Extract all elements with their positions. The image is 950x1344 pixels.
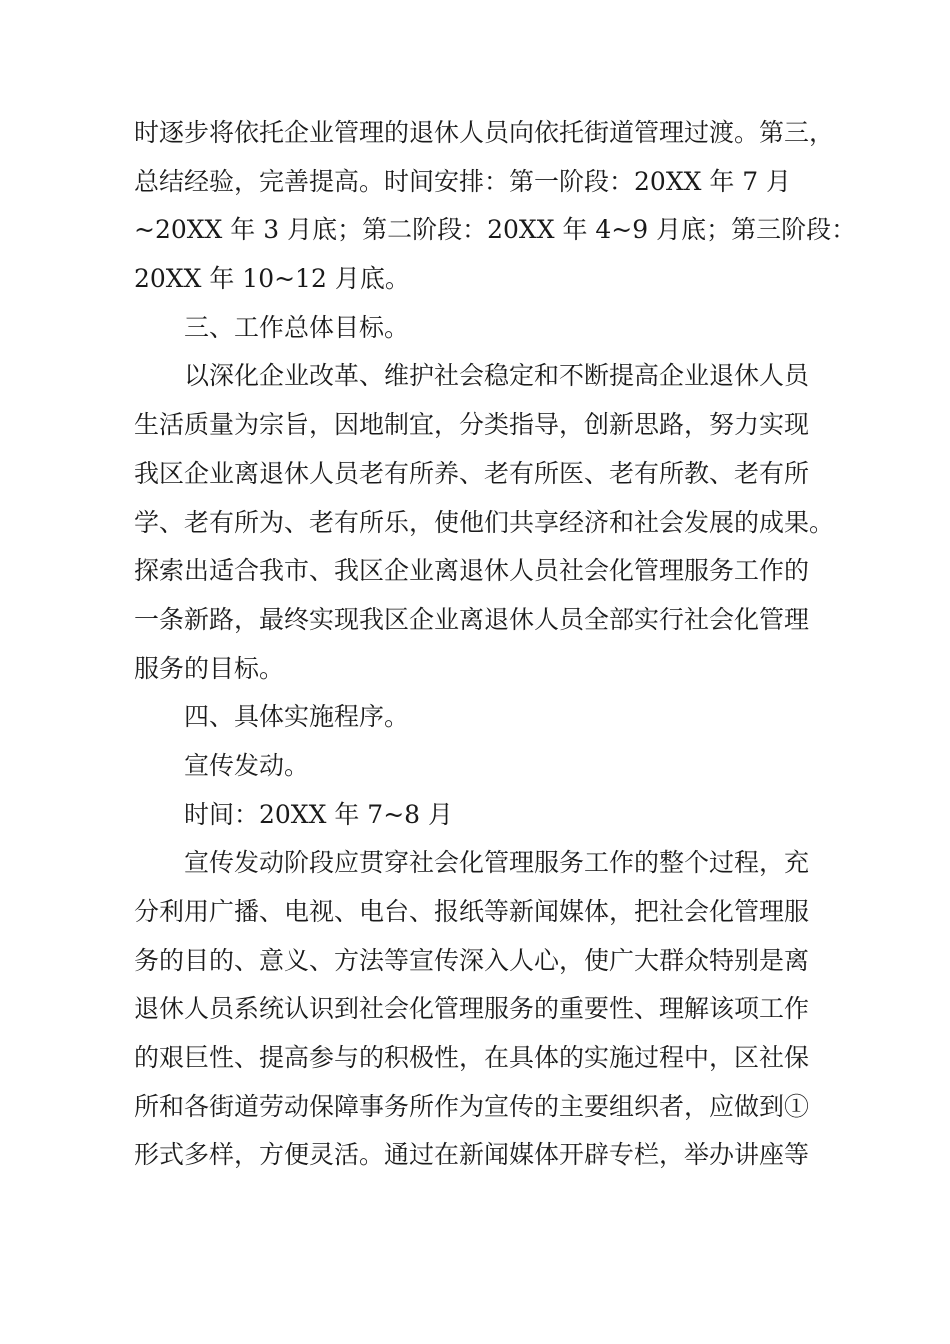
text-line: 生活质量为宗旨，因地制宜，分类指导，创新思路，努力实现 — [134, 410, 810, 440]
text-line: 时间：20XX 年 7~8 月 — [184, 799, 454, 829]
text-line: 探索出适合我市、我区企业离退休人员社会化管理服务工作的 — [134, 556, 810, 586]
text-line: 的艰巨性、提高参与的积极性，在具体的实施过程中，区社保 — [134, 1043, 810, 1073]
text-line: 务的目的、意义、方法等宣传深入人心，使广大群众特别是离 — [134, 945, 810, 975]
subsection-heading: 宣传发动。 — [184, 750, 310, 780]
text-line: 时逐步将依托企业管理的退休人员向依托街道管理过渡。第三， — [134, 118, 835, 147]
text-line: 一条新路，最终实现我区企业离退休人员全部实行社会化管理 — [134, 604, 810, 634]
section-heading: 三、工作总体目标。 — [184, 312, 410, 342]
text-line: 形式多样，方便灵活。通过在新闻媒体开辟专栏，举办讲座等 — [134, 1140, 810, 1170]
text-line: 20XX 年 10~12 月底。 — [134, 264, 410, 294]
text-line: ~20XX 年 3 月底；第二阶段：20XX 年 4~9 月底；第三阶段： — [134, 215, 857, 245]
text-line: 学、老有所为、老有所乐，使他们共享经济和社会发展的成果。 — [134, 507, 835, 537]
section-heading: 四、具体实施程序。 — [184, 702, 410, 732]
text-line: 我区企业离退休人员老有所养、老有所医、老有所教、老有所 — [134, 458, 810, 488]
text-line: 宣传发动阶段应贯穿社会化管理服务工作的整个过程，充 — [184, 848, 810, 878]
text-line: 总结经验，完善提高。时间安排：第一阶段：20XX 年 7 月 — [134, 166, 792, 196]
text-line: 所和各街道劳动保障事务所作为宣传的主要组织者，应做到① — [134, 1091, 810, 1121]
document-page — [134, 109, 857, 1180]
text-line: 退休人员系统认识到社会化管理服务的重要性、理解该项工作 — [134, 994, 810, 1024]
text-line: 以深化企业改革、维护社会稳定和不断提高企业退休人员 — [184, 361, 810, 391]
text-line: 分利用广播、电视、电台、报纸等新闻媒体，把社会化管理服 — [134, 897, 810, 926]
text-line: 服务的目标。 — [134, 653, 285, 683]
